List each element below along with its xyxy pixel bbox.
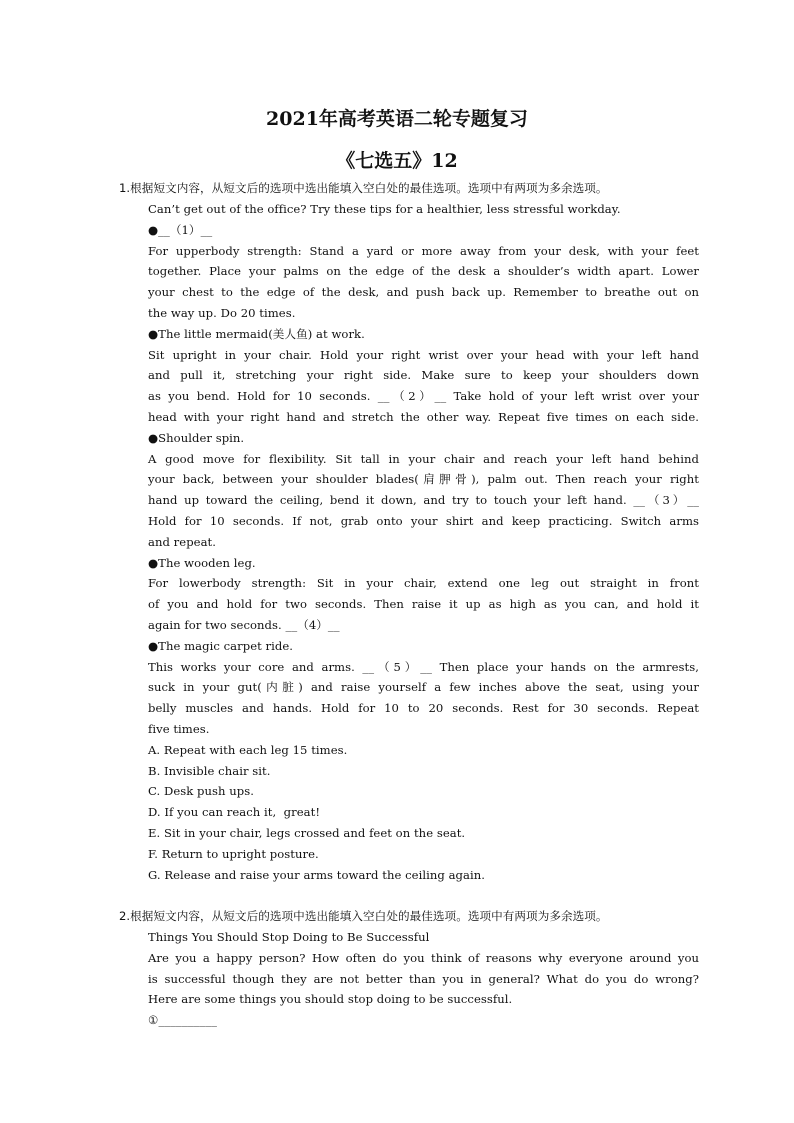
option-item: F. Return to upright posture. [148,846,319,861]
passage-line: ①__________ [148,1013,217,1028]
passage-line: ●The little mermaid(美人鱼) at work. [148,326,365,341]
passage-line: as you bend. Hold for 10 seconds. __（2）__ Take hold of your left wrist over your [148,389,699,404]
passage-line: ●Shoulder spin. [148,430,245,445]
passage-line: A good move for flexibility. Sit tall in your chair and reach your left hand behind [148,451,699,466]
passage-line: belly muscles and hands. Hold for 10 to 20 seconds. Rest for 30 seconds. Repeat [148,701,699,716]
question-1-instruction: 1.根据短文内容，从短文后的选项中选出能填入空白处的最佳选项。选项中有两项为多余选项。 [119,181,608,195]
passage-line: is successful though they are not better than you in general? What do you do wrong? [148,971,699,986]
passage-line: and repeat. [148,534,216,549]
passage-line: This works your core and arms. __（5）__ Then place your hands on the armrests, [148,659,699,674]
option-item: A. Repeat with each leg 15 times. [148,742,348,757]
passage-line: suck in your gut(内脏) and raise yourself a few inches above the seat, using your [148,680,699,695]
option-item: D. If you can reach it, great! [148,805,321,820]
passage-line: your back, between your shoulder blades(肩胛骨), palm out. Then reach your right [148,472,699,487]
option-item: G. Release and raise your arms toward the ceiling again. [148,867,485,882]
option-item: E. Sit in your chair, legs crossed and feet on the seat. [148,826,466,840]
passage-line: Are you a happy person? How often do you think of reasons why everyone around you [148,950,699,965]
page-title: 2021年高考英语二轮专题复习 [266,108,528,130]
passage-line: of you and hold for two seconds. Then raise it up as high as you can, and hold it [148,597,699,612]
option-item: C. Desk push ups. [148,784,255,799]
passage-line: your chest to the edge of the desk, and push back up. Remember to breathe out on [148,285,699,300]
passage-line: Sit upright in your chair. Hold your right wrist over your head with your left hand [148,347,699,362]
passage-line: Here are some things you should stop doing to be successful. [148,992,513,1007]
passage-line: Things You Should Stop Doing to Be Successful [148,930,430,944]
passage-line: five times. [148,722,210,736]
passage-line: together. Place your palms on the edge of the desk a shoulder’s width apart. Lower [148,264,699,279]
passage-line: again for two seconds. __（4）__ [148,618,340,632]
passage-line: head with your right hand and stretch the other way. Repeat five times on each side. [148,410,699,424]
passage-line: the way up. Do 20 times. [148,306,296,320]
passage-line: and pull it, stretching your right side. Make sure to keep your shoulders down [148,368,699,383]
passage-line: ●The magic carpet ride. [148,638,294,653]
page-subtitle: 《七选五》12 [336,150,458,172]
passage-line: Hold for 10 seconds. If not, grab onto your shirt and keep practicing. Switch arms [148,514,699,528]
passage-line: ●__（1）__ [148,222,213,237]
passage-line: hand up toward the ceiling, bend it down, and try to touch your left hand. __（3）__ [148,493,699,508]
passage-line: Can’t get out of the office? Try these tips for a healthier, less stressful workday. [148,202,621,216]
option-item: B. Invisible chair sit. [148,763,271,778]
passage-line: For lowerbody strength: Sit in your chair, extend one leg out straight in front [148,576,699,591]
question-2-instruction: 2.根据短文内容，从短文后的选项中选出能填入空白处的最佳选项。选项中有两项为多余选项。 [119,909,608,923]
passage-line: For upperbody strength: Stand a yard or more away from your desk, with your feet [148,243,699,258]
passage-line: ●The wooden leg. [148,555,256,570]
